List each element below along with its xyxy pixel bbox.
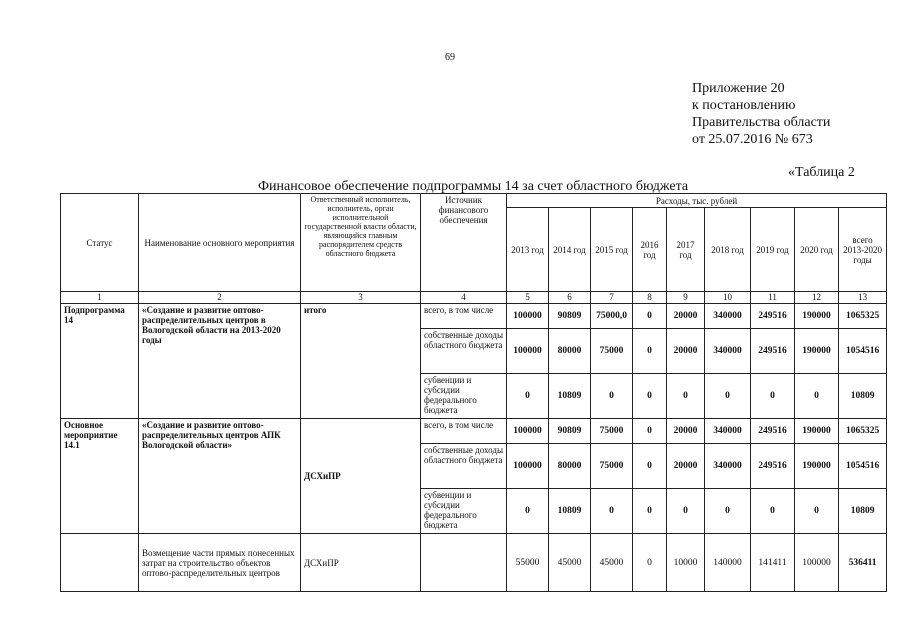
value-cell: 100000 [795, 534, 839, 592]
value-cell: 190000 [795, 304, 839, 329]
value-cell: 340000 [705, 304, 751, 329]
column-number: 3 [301, 292, 421, 304]
column-number: 8 [633, 292, 667, 304]
header-year: 2014 год [549, 208, 591, 292]
value-cell: 0 [705, 489, 751, 534]
value-cell: 249516 [751, 419, 795, 444]
header-year: 2016 год [633, 208, 667, 292]
header-year: 2013 год [507, 208, 549, 292]
value-cell: 340000 [705, 329, 751, 374]
value-cell: 0 [633, 534, 667, 592]
column-number: 5 [507, 292, 549, 304]
table-row [61, 304, 887, 329]
column-number: 1 [61, 292, 139, 304]
header-year: 2017 год [667, 208, 705, 292]
value-cell: 249516 [751, 329, 795, 374]
value-cell: 0 [633, 489, 667, 534]
header-status: Статус [61, 194, 139, 292]
header-expenses: Расходы, тыс. рублей [507, 194, 887, 208]
value-cell: 0 [795, 489, 839, 534]
table-label: «Таблица 2 [788, 165, 855, 180]
value-cell: 0 [633, 444, 667, 489]
table-row [61, 419, 887, 444]
value-cell: 10809 [549, 489, 591, 534]
value-cell: 75000 [591, 419, 633, 444]
appendix-line: Правительства области [692, 115, 831, 130]
value-cell: 10000 [667, 534, 705, 592]
event-name-cell: «Создание и развитие оптово-распределительных центров АПК Вологодской области» [139, 419, 301, 534]
value-cell: 0 [633, 304, 667, 329]
value-cell: 340000 [705, 419, 751, 444]
header-year: 2018 год [705, 208, 751, 292]
value-cell: 20000 [667, 329, 705, 374]
value-cell: 140000 [705, 534, 751, 592]
value-cell: 536411 [839, 534, 887, 592]
table-row [61, 534, 887, 592]
value-cell: 75000,0 [591, 304, 633, 329]
value-cell: 1065325 [839, 304, 887, 329]
financing-table [60, 193, 887, 592]
source-cell: всего, в том числе [421, 419, 507, 444]
value-cell: 0 [705, 374, 751, 419]
value-cell: 90809 [549, 304, 591, 329]
value-cell: 55000 [507, 534, 549, 592]
source-cell [421, 534, 507, 592]
source-cell: собственные доходы областного бюджета [421, 444, 507, 489]
value-cell: 0 [751, 489, 795, 534]
value-cell: 10809 [839, 374, 887, 419]
value-cell: 20000 [667, 419, 705, 444]
column-number: 9 [667, 292, 705, 304]
appendix-block [692, 80, 830, 148]
column-number: 7 [591, 292, 633, 304]
header-total: всего 2013-2020 годы [839, 208, 887, 292]
value-cell: 1054516 [839, 329, 887, 374]
value-cell: 190000 [795, 329, 839, 374]
source-cell: субвенции и субсидии федерального бюджета [421, 374, 507, 419]
source-cell: собственные доходы областного бюджета [421, 329, 507, 374]
header-year: 2019 год [751, 208, 795, 292]
value-cell: 100000 [507, 444, 549, 489]
value-cell: 75000 [591, 329, 633, 374]
status-cell: Основное мероприятие 14.1 [61, 419, 139, 534]
column-number: 12 [795, 292, 839, 304]
executor-cell: ДСХиПР [301, 534, 421, 592]
value-cell: 141411 [751, 534, 795, 592]
document-title: Финансовое обеспечение подпрограммы 14 за счет областного бюджета [258, 179, 689, 194]
appendix-line: от 25.07.2016 № 673 [692, 132, 813, 147]
header-event-name: Наименование основного мероприятия [139, 194, 301, 292]
value-cell: 0 [667, 374, 705, 419]
value-cell: 100000 [507, 304, 549, 329]
column-number: 4 [421, 292, 507, 304]
value-cell: 20000 [667, 304, 705, 329]
column-number: 2 [139, 292, 301, 304]
appendix-line: Приложение 20 [692, 81, 785, 96]
value-cell: 0 [507, 489, 549, 534]
header-executor: Ответственный исполнитель, исполнитель, орган исполнительной государственной власти области, являющийся главным распорядителем средств областного бюджета [301, 194, 421, 292]
value-cell: 249516 [751, 304, 795, 329]
value-cell: 45000 [549, 534, 591, 592]
value-cell: 1065325 [839, 419, 887, 444]
header-year: 2015 год [591, 208, 633, 292]
value-cell: 249516 [751, 444, 795, 489]
value-cell: 100000 [507, 329, 549, 374]
column-number: 13 [839, 292, 887, 304]
value-cell: 1054516 [839, 444, 887, 489]
value-cell: 190000 [795, 444, 839, 489]
executor-cell: ДСХиПР [301, 419, 421, 534]
value-cell: 340000 [705, 444, 751, 489]
value-cell: 90809 [549, 419, 591, 444]
value-cell: 75000 [591, 444, 633, 489]
column-number: 6 [549, 292, 591, 304]
value-cell: 10809 [839, 489, 887, 534]
value-cell: 20000 [667, 444, 705, 489]
column-number: 10 [705, 292, 751, 304]
value-cell: 0 [591, 374, 633, 419]
value-cell: 45000 [591, 534, 633, 592]
value-cell: 10809 [549, 374, 591, 419]
value-cell: 0 [633, 329, 667, 374]
value-cell: 80000 [549, 444, 591, 489]
source-cell: всего, в том числе [421, 304, 507, 329]
event-name-cell: Возмещение части прямых понесенных затрат на строительство объектов оптово-распределительных центров [139, 534, 301, 592]
source-cell: субвенции и субсидии федерального бюджета [421, 489, 507, 534]
status-cell [61, 534, 139, 592]
value-cell: 190000 [795, 419, 839, 444]
value-cell: 0 [667, 489, 705, 534]
appendix-line: к постановлению [692, 98, 796, 113]
value-cell: 0 [633, 374, 667, 419]
value-cell: 0 [507, 374, 549, 419]
value-cell: 0 [591, 489, 633, 534]
header-source: Источник финансового обеспечения [421, 194, 507, 292]
event-name-cell: «Создание и развитие оптово-распределительных центров в Вологодской области на 2013-2020 годы [139, 304, 301, 419]
value-cell: 100000 [507, 419, 549, 444]
column-numbers-row [61, 292, 887, 304]
value-cell: 0 [633, 419, 667, 444]
executor-cell: итого [301, 304, 421, 419]
header-year: 2020 год [795, 208, 839, 292]
value-cell: 80000 [549, 329, 591, 374]
status-cell: Подпрограмма 14 [61, 304, 139, 419]
page-number: 69 [445, 52, 455, 63]
value-cell: 0 [751, 374, 795, 419]
value-cell: 0 [795, 374, 839, 419]
column-number: 11 [751, 292, 795, 304]
